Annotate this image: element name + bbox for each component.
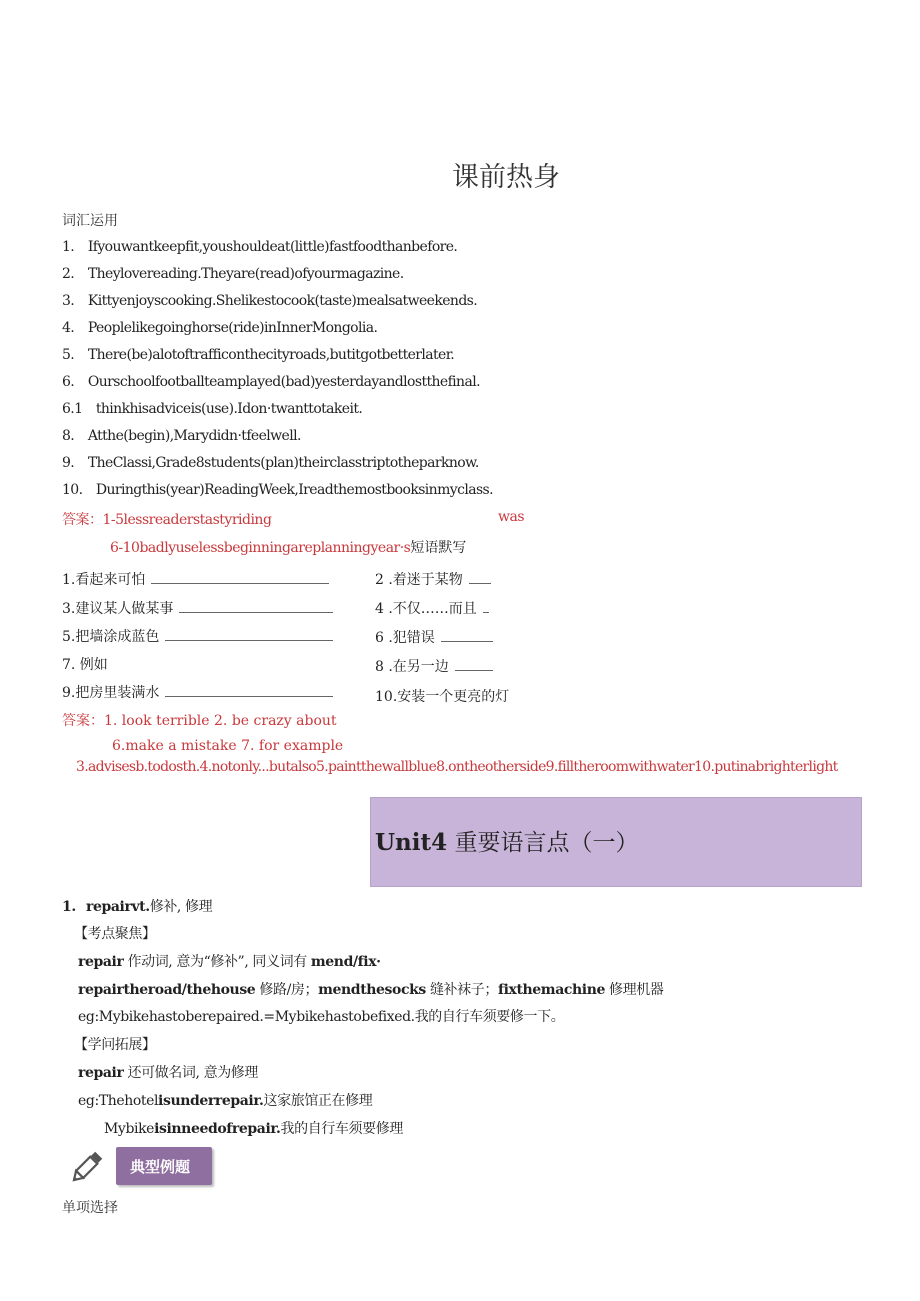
phrase-text: 7. 例如	[62, 657, 108, 673]
item-text: Kittyenjoyscooking.Shelikestocook(taste)mealsatweekends.	[87, 293, 478, 309]
vocab-item	[62, 266, 404, 282]
example-tag	[116, 1147, 212, 1185]
unit-subtitle: 重要语言点（一）	[447, 830, 639, 856]
phrase-answer-line-3: 3.advisesb.todosth.4.notonly...butalso5.paintthewallblue8.ontheotherside9.filltheroomwithwater10.putinabrighterlight	[76, 759, 838, 775]
extend-line-1	[78, 1062, 258, 1082]
phrase-text: 8 .在另一边	[375, 659, 449, 675]
extend-example-1	[78, 1090, 372, 1110]
vocab-answer-line-2	[110, 537, 466, 557]
phrase-2-meaning: 缝补袜子；	[425, 982, 498, 998]
answer-blank[interactable]	[165, 626, 333, 641]
phrase-item	[375, 656, 493, 676]
phrase-heading: 短语默写	[410, 540, 467, 556]
synonyms: mend/fix·	[310, 954, 381, 970]
answer-blank[interactable]	[151, 569, 329, 584]
focus-example: eg:Mybikehastoberepaired.=Mybikehastobefixed.我的自行车须要修一下。	[78, 1009, 565, 1025]
focus-heading: 【考点聚焦】	[74, 926, 156, 942]
example-translation: 这家旅馆正在修理	[263, 1093, 373, 1109]
vocab-item	[62, 401, 362, 417]
phrase-3-meaning: 修理机器	[605, 982, 664, 998]
phrase-item	[62, 598, 333, 618]
vocab-answer-line-1	[62, 509, 271, 529]
explanation: 作动词, 意为“修补”, 同义词有	[123, 954, 311, 970]
example-bold: isunderrepair.	[158, 1093, 264, 1109]
example-tag-label: 典型例题	[130, 1158, 191, 1176]
item-text: TheClassi,Grade8students(plan)theirclasstriptotheparknow.	[87, 455, 479, 471]
phrase-item	[375, 598, 489, 618]
item-text: Atthe(begin),Marydidn·tfeelwell.	[87, 428, 301, 444]
example-bold: isinneedofrepair.	[154, 1121, 281, 1137]
phrase-item	[375, 569, 491, 589]
item-number: 4.	[62, 320, 75, 336]
answer-blank[interactable]	[165, 682, 333, 697]
phrase-text: 4 .不仅……而且	[375, 601, 477, 617]
vocab-heading: 词汇运用	[62, 213, 118, 229]
phrase-2: mendthesocks	[318, 982, 426, 998]
answer-text: 6-10badlyuselessbeginningareplanningyear·s	[110, 540, 411, 556]
item-text: thinkhisadviceis(use).Idon·twanttotakeit.	[95, 401, 363, 417]
answer-blank[interactable]	[441, 627, 493, 642]
phrase-text: 3.建议某人做某事	[62, 601, 174, 617]
item-text: Ourschoolfootballteamplayed(bad)yesterdayandlostthefinal.	[87, 374, 480, 390]
item-number: 5.	[62, 347, 75, 363]
point-word: repairvt.	[86, 899, 150, 915]
answer-label: 答案：	[62, 713, 104, 729]
unit-title	[375, 824, 638, 857]
vocab-item	[62, 374, 480, 390]
phrase-text: 2 .着迷于某物	[375, 572, 463, 588]
item-text: Ifyouwantkeepfit,youshouldeat(little)fastfoodthanbefore.	[87, 239, 458, 255]
vocab-item	[62, 428, 301, 444]
phrase-3: fixthemachine	[497, 982, 605, 998]
phrase-answer-line-1	[62, 710, 337, 730]
item-number: 8.	[62, 428, 75, 444]
example-prefix: Mybike	[104, 1121, 155, 1137]
answer-label: 答案：	[62, 512, 103, 528]
vocab-item	[62, 320, 377, 336]
extend-example-2	[104, 1118, 403, 1138]
item-number: 10.	[62, 482, 83, 498]
phrase-answer-line-2: 6.make a mistake 7. for example	[112, 738, 344, 754]
item-number: 3.	[62, 293, 75, 309]
answer-text: 1. look terrible 2. be crazy about	[104, 713, 337, 729]
keyword: repair	[78, 954, 124, 970]
example-translation: 我的自行车须要修理	[280, 1121, 403, 1137]
keyword: repair	[78, 1065, 124, 1081]
item-text: There(be)alotoftrafficonthecityroads,butitgotbetterlater.	[87, 347, 455, 363]
answer-text: 1-5lessreaderstastyriding	[102, 512, 272, 528]
phrase-item	[375, 627, 493, 647]
phrase-item	[375, 686, 509, 706]
phrase-1-meaning: 修路/房；	[255, 982, 319, 998]
point-number: 1.	[62, 899, 76, 915]
answer-blank[interactable]	[455, 656, 493, 671]
phrase-text: 10.安装一个更亮的灯	[375, 689, 510, 705]
phrase-1: repairtheroad/thehouse	[78, 982, 256, 998]
point-heading	[62, 896, 212, 916]
point-meaning: 修补, 修理	[149, 899, 213, 915]
vocab-item	[62, 482, 493, 498]
explanation: 还可做名词, 意为修理	[123, 1065, 259, 1081]
unit-banner	[370, 797, 862, 887]
item-text: Peoplelikegoinghorse(ride)inInnerMongolia.	[87, 320, 378, 336]
item-number: 2.	[62, 266, 75, 282]
answer-blank[interactable]	[483, 598, 489, 613]
pencil-icon	[66, 1148, 106, 1188]
unit-number: Unit4	[375, 829, 448, 856]
answer-blank[interactable]	[179, 598, 333, 613]
item-text: Duringthis(year)ReadingWeek,Ireadthemostbooksinmyclass.	[95, 482, 493, 498]
phrase-text: 9.把房里装满水	[62, 685, 160, 701]
vocab-item	[62, 239, 457, 255]
vocab-item	[62, 455, 479, 471]
vocab-answer-tail: was	[498, 509, 525, 525]
vocab-item	[62, 347, 454, 363]
focus-line-2	[78, 979, 663, 999]
phrase-item	[62, 682, 333, 702]
phrase-item	[62, 626, 333, 646]
example-prefix: eg:Thehotel	[78, 1093, 159, 1109]
single-choice-heading: 单项选择	[62, 1200, 118, 1216]
item-number: 1.	[62, 239, 75, 255]
extend-heading: 【学问拓展】	[74, 1037, 156, 1053]
phrase-text: 1.看起来可怕	[62, 572, 146, 588]
answer-blank[interactable]	[469, 569, 491, 584]
item-text: Theylovereading.Theyare(read)ofyourmagazine.	[87, 266, 404, 282]
phrase-text: 6 .犯错误	[375, 630, 435, 646]
phrase-text: 5.把墙涂成蓝色	[62, 629, 160, 645]
vocab-item	[62, 293, 477, 309]
item-number: 6.	[62, 374, 75, 390]
focus-line-1	[78, 951, 381, 971]
page-title: 课前热身	[452, 162, 560, 193]
phrase-item	[62, 654, 108, 674]
phrase-item	[62, 569, 329, 589]
item-number: 6.1	[62, 401, 83, 417]
item-number: 9.	[62, 455, 75, 471]
